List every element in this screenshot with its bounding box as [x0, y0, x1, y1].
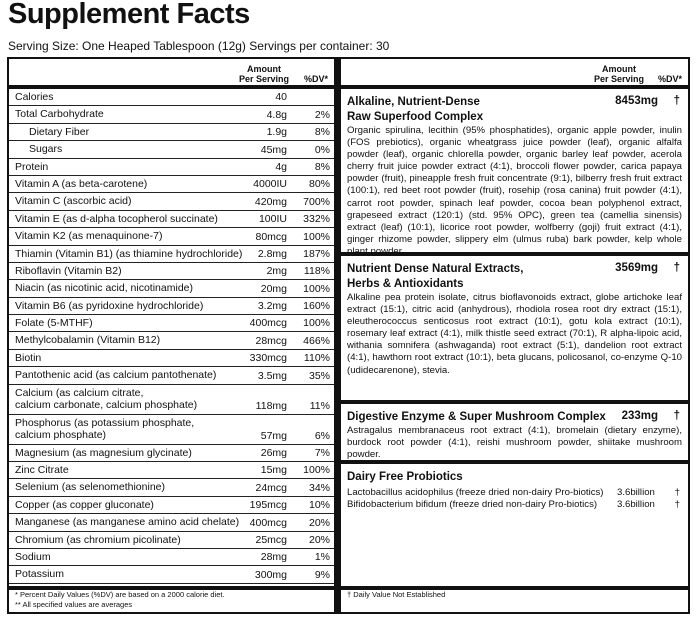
nutrient-dv: 2%	[314, 108, 330, 121]
nutrient-row	[9, 385, 334, 415]
nutrient-amount: 80mcg	[255, 230, 287, 243]
nutrient-name: Calories	[15, 91, 54, 103]
nutrient-name: Protein	[15, 160, 49, 173]
nutrient-row	[9, 350, 334, 367]
blend-ingredients: Organic spirulina, lecithin (95% phosphatides), organic apple powder, inulin (FOS prebiotics), organic wheatgrass juice powder (leaf), organic alfalfa powder (leaf), organic chlorella powder, organic barley leaf powder, acerola cherry fruit juice powder extract (4:1), broccoli flower powder, carica papaya powder (fruit), pineapple fresh fruit concentrate (9:1), bilberry fresh fruit extract (100:1), red beet root powder (fruit), rosehip (rosa canina) fruit powder (4:1), carrot root powder, spinach leaf powder, cocoa bean polyphenol extract, grapeseed extract (120:1) (std. 95% OPC), green tea (camellia sinensis) extract (leaf) (10:1), licorice root powder, wolfberry (goji) fruit extract (4:1), ginger rhizome powder, slippery elm (ulmus ruba) bark powder, kelp whole plant powder.	[347, 125, 682, 257]
nutrient-dv: 332%	[303, 213, 330, 226]
nutrient-name: Magnesium (as magnesium glycinate)	[15, 446, 192, 459]
nutrient-amount: 300mg	[254, 568, 287, 581]
nutrient-amount: 45mg	[260, 143, 287, 156]
nutrient-name: Phosphorus (as potassium phosphate, calcium phosphate)	[15, 416, 195, 441]
nutrient-dv: 100%	[303, 317, 330, 330]
nutrient-row	[9, 141, 334, 158]
nutrient-amount: 25mcg	[255, 533, 287, 546]
column-divider	[334, 59, 341, 612]
nutrient-name: Total Carbohydrate	[15, 108, 104, 121]
nutrient-dv: 35%	[308, 369, 330, 382]
nutrient-amount: 26mg	[260, 447, 287, 460]
nutrient-amount: 1.9g	[266, 126, 287, 139]
blend-title: Nutrient Dense Natural Extracts, Herbs & Antioxidants	[347, 263, 524, 290]
nutrient-name: Vitamin B6 (as pyridoxine hydrochloride)	[15, 299, 204, 312]
blend-ingredients: Alkaline pea protein isolate, citrus bioflavonoids extract, globe artichoke leaf extract (15:1), citric acid (anhydrous), rhodiola rosea root dry extract (15:1), eleutherococcus senticosus root extract (10:1), gotu kola extract (10:1), rosemary leaf extract (4:1), milk thistle seed extract (70:1), R alpha-lipoic acid, withania somnifera (ashwaganda) root extract (5:1), dandelion root extract (4:1), hawthorn root extract (10:1), beta glucans, policosanol, co-enzyme Q-10 (udidecarenone), stevia.	[347, 292, 682, 376]
nutrient-row	[9, 211, 334, 228]
serving-info: Serving Size: One Heaped Tablespoon (12g) Servings per container: 30	[8, 39, 390, 53]
nutrient-name: Pantothenic acid (as calcium pantothenate)	[15, 369, 217, 382]
nutrient-amount: 4g	[275, 160, 287, 173]
dagger-mark: †	[673, 410, 680, 422]
nutrient-row	[9, 445, 334, 462]
nutrient-table	[9, 59, 334, 612]
nutrient-row	[9, 228, 334, 245]
nutrient-row	[9, 159, 334, 176]
blend-title: Digestive Enzyme & Super Mushroom Complex	[347, 411, 606, 423]
probiotics-title: Dairy Free Probiotics	[347, 471, 463, 483]
amount-header: Amount Per Serving	[593, 64, 644, 84]
blend-amount: 8453mg	[615, 95, 658, 107]
nutrient-dv: 6%	[314, 429, 330, 442]
nutrient-name: Calcium (as calcium citrate, calcium carbonate, calcium phosphate)	[15, 386, 198, 411]
nutrient-dv: 80%	[308, 178, 330, 191]
nutrient-name: Zinc Citrate	[15, 464, 69, 477]
blend-amount: 3569mg	[615, 262, 658, 274]
nutrient-row	[9, 332, 334, 349]
nutrient-name: Sugars	[29, 143, 63, 156]
blend-ingredients: Astragalus membranaceus root extract (4:1), bromelain (dietary enzyme), burdock root powder (4:1), reishi mushroom powder, shiitake mushroom powder.	[347, 425, 682, 461]
dv-header: %DV*	[657, 74, 682, 84]
nutrient-rows	[9, 89, 334, 584]
nutrient-table-header	[9, 59, 334, 89]
nutrient-row	[9, 566, 334, 583]
nutrient-dv: 11%	[309, 399, 330, 412]
probiotic-item	[347, 487, 682, 499]
amount-header: Amount Per Serving	[238, 64, 290, 84]
nutrient-amount: 15mg	[260, 464, 287, 477]
nutrient-row	[9, 176, 334, 193]
probiotics-section	[341, 464, 688, 511]
nutrient-dv: 187%	[303, 247, 330, 260]
nutrient-row	[9, 89, 334, 106]
nutrient-name: Potassium	[15, 568, 65, 581]
nutrient-dv: 1%	[314, 551, 330, 564]
facts-panel	[7, 57, 690, 614]
nutrient-amount: 2.8mg	[257, 247, 287, 260]
probiotic-name: Bifidobacterium bifidum (freeze dried non-dairy Pro-biotics)	[347, 499, 598, 510]
blend-table-header	[341, 59, 688, 89]
nutrient-dv: 9%	[314, 568, 330, 581]
nutrient-row	[9, 280, 334, 297]
dagger-mark: †	[673, 95, 680, 107]
nutrient-row	[9, 124, 334, 141]
nutrient-name: Vitamin K2 (as menaquinone-7)	[15, 230, 163, 243]
blend-table	[341, 59, 688, 612]
nutrient-dv: 118%	[303, 265, 330, 278]
nutrient-dv: 100%	[303, 464, 330, 477]
nutrient-amount: 3.2mg	[257, 300, 287, 313]
nutrient-amount: 330mcg	[249, 352, 287, 365]
nutrient-row	[9, 263, 334, 280]
nutrient-amount: 28mg	[260, 551, 287, 564]
blend-title: Alkaline, Nutrient-Dense Raw Superfood Complex	[347, 96, 484, 123]
probiotic-item	[347, 499, 682, 511]
nutrient-row	[9, 462, 334, 479]
nutrient-amount: 400mcg	[249, 317, 287, 330]
nutrient-row	[9, 479, 334, 496]
left-footnotes	[15, 590, 225, 610]
nutrient-name: Vitamin C (ascorbic acid)	[15, 195, 132, 208]
nutrient-amount: 4.8g	[266, 108, 287, 121]
nutrient-amount: 20mg	[260, 282, 287, 295]
nutrient-row	[9, 415, 334, 445]
nutrient-name: Riboflavin (Vitamin B2)	[15, 264, 122, 277]
nutrient-name: Methylcobalamin (Vitamin B12)	[15, 334, 161, 347]
nutrient-name: Copper (as copper gluconate)	[15, 498, 154, 511]
blend-superfood	[341, 89, 688, 256]
probiotic-name: Lactobacillus acidophilus (freeze dried non-dairy Pro-biotics)	[347, 487, 604, 498]
nutrient-name: Folate (5-MTHF)	[15, 317, 93, 330]
nutrient-row	[9, 497, 334, 514]
footnote-dv: * Percent Daily Values (%DV) are based on a 2000 calorie diet.	[15, 590, 225, 599]
nutrient-name: Chromium (as chromium picolinate)	[15, 533, 181, 546]
nutrient-dv: 466%	[303, 334, 330, 347]
nutrient-row	[9, 246, 334, 263]
nutrient-row	[9, 315, 334, 332]
nutrient-name: Vitamin E (as d-alpha tocopherol succinate)	[15, 212, 218, 225]
nutrient-row	[9, 514, 334, 531]
nutrient-dv: 110%	[303, 352, 330, 365]
nutrient-amount: 118mg	[255, 399, 287, 412]
nutrient-dv: 7%	[314, 447, 330, 460]
probiotic-amount: 3.6billion	[617, 487, 655, 498]
nutrient-dv: 100%	[303, 230, 330, 243]
blend-enzyme	[341, 404, 688, 464]
nutrient-row	[9, 106, 334, 123]
dagger-mark: †	[673, 262, 680, 274]
blend-amount: 233mg	[621, 410, 658, 422]
nutrient-amount: 100IU	[258, 213, 287, 226]
nutrient-row	[9, 367, 334, 384]
dv-header: %DV*	[303, 74, 328, 84]
dagger-mark: †	[674, 487, 680, 498]
nutrient-dv: 700%	[303, 195, 330, 208]
nutrient-amount: 28mcg	[255, 334, 287, 347]
panel-title: Supplement Facts	[8, 0, 250, 30]
nutrient-row	[9, 532, 334, 549]
nutrient-dv: 34%	[308, 481, 330, 494]
nutrient-amount: 57mg	[260, 429, 287, 442]
nutrient-amount: 3.5mg	[257, 369, 287, 382]
probiotic-amount: 3.6billion	[617, 499, 655, 510]
nutrient-name: Vitamin A (as beta-carotene)	[15, 177, 148, 190]
nutrient-amount: 4000IU	[253, 178, 287, 191]
nutrient-name: Dietary Fiber	[29, 125, 90, 138]
right-footnote: † Daily Value Not Established	[347, 590, 446, 599]
nutrient-dv: 100%	[303, 282, 330, 295]
nutrient-dv: 8%	[314, 160, 330, 173]
nutrient-amount: 2mg	[266, 265, 287, 278]
nutrient-name: Selenium (as selenomethionine)	[15, 481, 165, 494]
nutrient-dv: 8%	[314, 126, 330, 139]
nutrient-amount: 195mcg	[249, 499, 287, 512]
blend-extracts	[341, 256, 688, 404]
nutrient-amount: 24mcg	[255, 481, 287, 494]
nutrient-row	[9, 298, 334, 315]
nutrient-name: Niacin (as nicotinic acid, nicotinamide)	[15, 282, 193, 295]
dagger-mark: †	[674, 499, 680, 510]
nutrient-dv: 20%	[308, 516, 330, 529]
nutrient-name: Thiamin (Vitamin B1) (as thiamine hydrochloride)	[15, 247, 243, 260]
nutrient-dv: 0%	[314, 143, 330, 156]
nutrient-amount: 420mg	[254, 195, 287, 208]
nutrient-amount: 400mcg	[249, 516, 287, 529]
nutrient-dv: 20%	[308, 533, 330, 546]
nutrient-name: Sodium	[15, 550, 51, 563]
nutrient-dv: 160%	[303, 300, 330, 313]
footnote-averages: ** All specified values are averages	[15, 600, 133, 609]
nutrient-row	[9, 193, 334, 210]
nutrient-name: Biotin	[15, 351, 42, 364]
nutrient-amount: 40	[275, 91, 287, 104]
nutrient-name: Manganese (as manganese amino acid chelate)	[15, 516, 240, 529]
nutrient-row	[9, 549, 334, 566]
nutrient-dv: 10%	[308, 499, 330, 512]
